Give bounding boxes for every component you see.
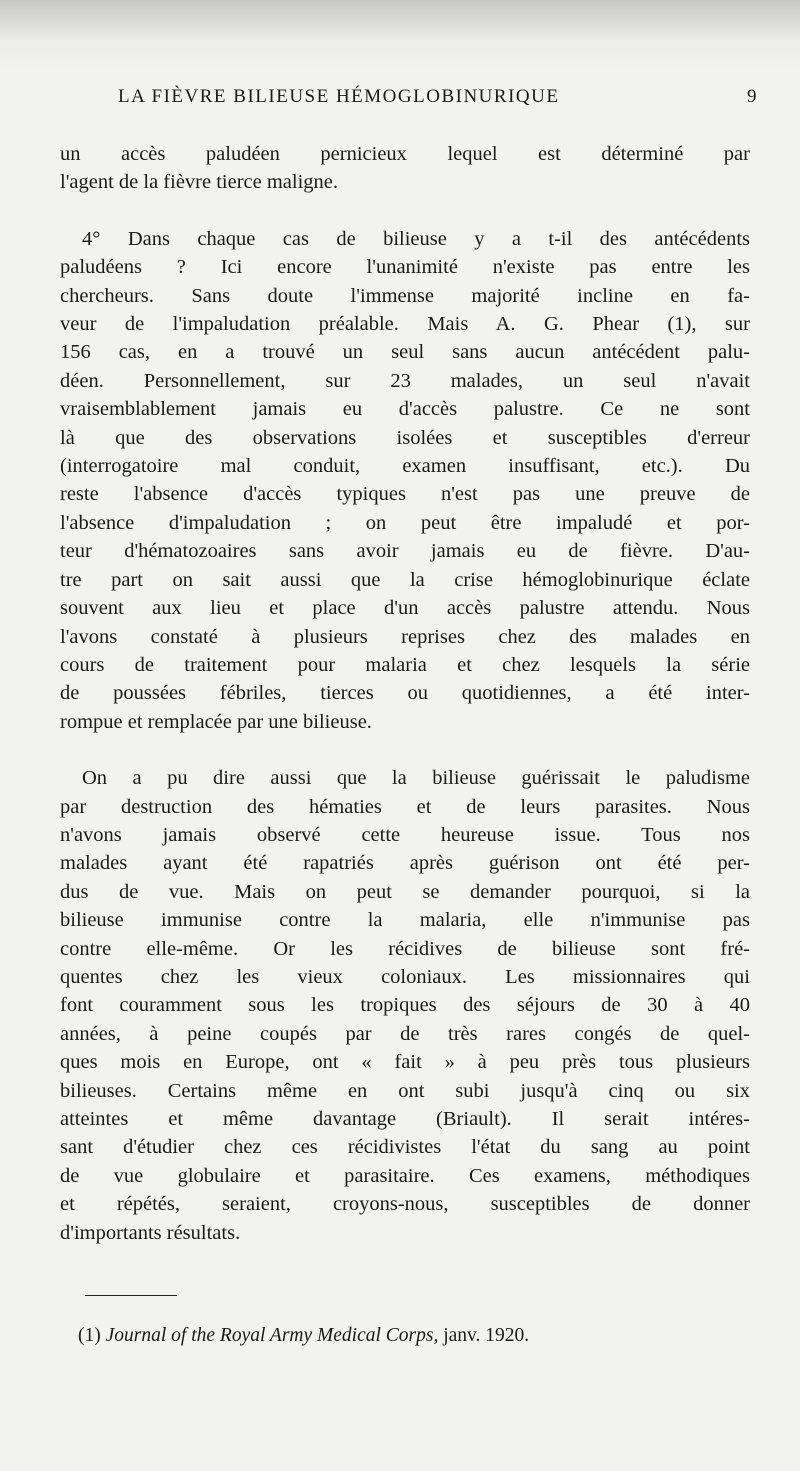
footnote-journal: Journal of the Royal Army Medical Corps, <box>105 1325 439 1346</box>
footnote-date: janv. 1920. <box>443 1325 530 1346</box>
text-line: un accès paludéen pernicieux lequel est déterminé par <box>60 143 750 165</box>
text-line: n'avons jamais observé cette heureuse issue. Tous nos <box>60 823 750 846</box>
text-line: 4° Dans chaque cas de bilieuse y a t-il des antécédents <box>82 227 750 250</box>
text-line: (interrogatoire mal conduit, examen insuffisant, etc.). Du <box>60 455 750 478</box>
text-line: d'importants résultats. <box>60 1221 241 1244</box>
text-line: cours de traitement pour malaria et chez lesquels la série <box>60 653 750 676</box>
text-line: bilieuse immunise contre la malaria, elle n'immunise pas <box>60 909 750 932</box>
running-title: LA FIÈVRE BILIEUSE HÉMOGLOBINURIQUE <box>118 86 560 107</box>
paragraph-3 <box>60 764 750 1247</box>
text-line: par destruction des hématies et de leurs parasites. Nous <box>60 795 750 818</box>
text-line: paludéens ? Ici encore l'unanimité n'existe pas entre les <box>60 256 750 279</box>
text-line: malades ayant été rapatriés après guérison ont été per- <box>60 852 750 875</box>
text-line: reste l'absence d'accès typiques n'est pas une preuve de <box>60 483 750 506</box>
text-line: déen. Personnellement, sur 23 malades, un seul n'avait <box>60 369 750 392</box>
text-line: de poussées fébriles, tierces ou quotidiennes, a été inter- <box>60 682 750 705</box>
text-line: 156 cas, en a trouvé un seul sans aucun antécédent palu- <box>60 341 750 364</box>
main-text <box>60 140 750 1247</box>
text-line: On a pu dire aussi que la bilieuse guérissait le paludisme <box>82 767 750 790</box>
text-line: teur d'hématozoaires sans avoir jamais eu de fièvre. D'au- <box>60 540 750 563</box>
text-line: et répétés, seraient, croyons-nous, susceptibles de donner <box>60 1193 750 1216</box>
text-line: atteintes et même davantage (Briault). Il serait intéres- <box>60 1108 750 1130</box>
text-line: de vue globulaire et parasitaire. Ces examens, méthodiques <box>60 1164 750 1187</box>
scan-shadow <box>0 0 800 70</box>
footnote-divider <box>85 1295 177 1296</box>
text-line: bilieuses. Certains même en ont subi jusqu'à cinq ou six <box>60 1079 750 1102</box>
text-line: souvent aux lieu et place d'un accès palustre attendu. Nous <box>60 597 750 620</box>
text-line: rompue et remplacée par une bilieuse. <box>60 710 372 733</box>
text-line: vraisemblablement jamais eu d'accès palustre. Ce ne sont <box>60 398 750 421</box>
text-line: tre part on sait aussi que la crise hémoglobinurique éclate <box>60 568 750 591</box>
text-line: ques mois en Europe, ont « fait » à peu près tous plusieurs <box>60 1051 750 1074</box>
text-line: années, à peine coupés par de très rares congés de quel- <box>60 1022 750 1045</box>
text-line: veur de l'impaludation préalable. Mais A. G. Phear (1), sur <box>60 313 750 336</box>
footnote <box>78 1325 758 1347</box>
text-line: sant d'étudier chez ces récidivistes l'état du sang au point <box>60 1136 750 1159</box>
text-line: l'avons constaté à plusieurs reprises chez des malades en <box>60 625 750 648</box>
text-line: quentes chez les vieux coloniaux. Les missionnaires qui <box>60 965 750 988</box>
text-line: là que des observations isolées et susceptibles d'erreur <box>60 426 750 449</box>
text-line: font couramment sous les tropiques des séjours de 30 à 40 <box>60 994 750 1017</box>
text-line: l'agent de la fièvre tierce maligne. <box>60 171 339 194</box>
text-line: l'absence d'impaludation ; on peut être impaludé et por- <box>60 511 750 534</box>
footnote-marker: (1) <box>78 1325 101 1346</box>
text-line: dus de vue. Mais on peut se demander pourquoi, si la <box>60 880 750 903</box>
paragraph-2 <box>60 225 750 736</box>
text-line: contre elle-même. Or les récidives de bilieuse sont fré- <box>60 937 750 960</box>
text-line: chercheurs. Sans doute l'immense majorité incline en fa- <box>60 284 750 307</box>
paragraph-1 <box>60 140 750 197</box>
page-number: 9 <box>747 86 758 107</box>
